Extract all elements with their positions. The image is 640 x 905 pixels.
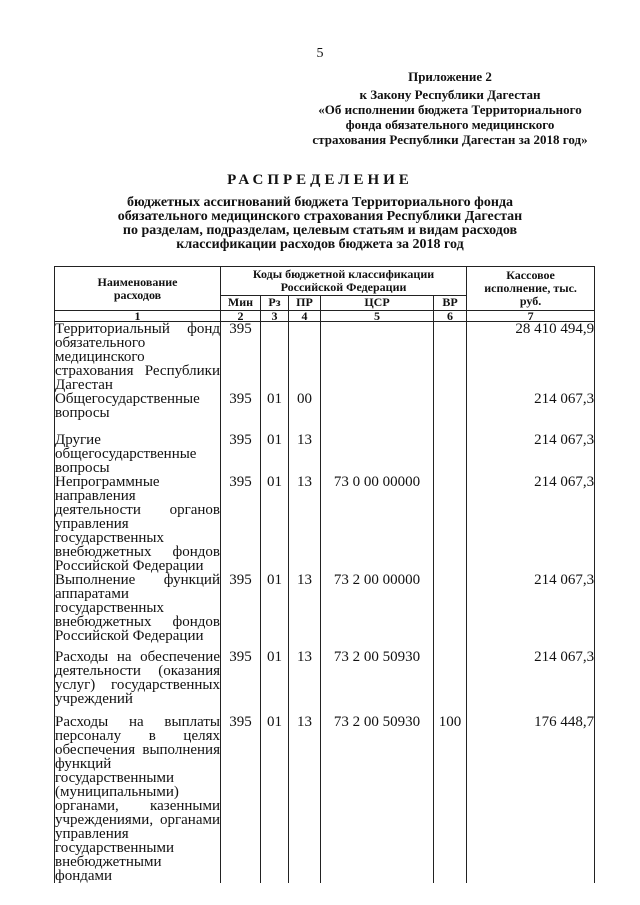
header-pr: ПР [289, 296, 321, 311]
table-row [55, 715, 595, 883]
row-pr: 13 [289, 475, 321, 573]
row-rz: 01 [261, 392, 289, 433]
table-row [55, 322, 595, 393]
row-min: 395 [221, 573, 261, 650]
row-rz: 01 [261, 433, 289, 475]
row-rz: 01 [261, 573, 289, 650]
row-csr [321, 433, 434, 475]
row-name: Расходы на выплаты персоналу в целях обеспечения выполнения функций государственными (муниципальными) органами, казенными учреждениями, органами управления государственными внебюджетными фондами [55, 714, 220, 884]
column-number-row [55, 311, 595, 322]
row-amount: 28 410 494,9 [467, 322, 595, 393]
appendix-line: к Закону Республики Дагестан [359, 87, 541, 102]
row-vr: 100 [434, 715, 467, 883]
row-amount: 214 067,3 [467, 392, 595, 433]
appendix-line: «Об исполнении бюджета Территориального [318, 102, 582, 117]
table-row [55, 650, 595, 715]
page-number: 5 [316, 46, 324, 61]
row-csr [321, 392, 434, 433]
table-row [55, 433, 595, 475]
appendix-block [300, 87, 600, 147]
row-amount: 214 067,3 [467, 573, 595, 650]
subheading-line: обязательного медицинского страхования Республики Дагестан [117, 209, 523, 224]
row-amount: 176 448,7 [467, 715, 595, 883]
row-csr: 73 0 00 00000 [321, 475, 434, 573]
row-name: Общегосударственные вопросы [55, 392, 221, 433]
row-pr: 00 [289, 392, 321, 433]
subheading-line: бюджетных ассигнований бюджета Территориального фонда [126, 195, 514, 210]
budget-table [54, 266, 595, 883]
header-name: Наименование расходов [55, 267, 221, 311]
row-vr [434, 650, 467, 715]
column-number: 6 [434, 311, 467, 322]
row-min: 395 [221, 650, 261, 715]
row-min: 395 [221, 475, 261, 573]
column-number: 7 [467, 311, 595, 322]
row-csr: 73 2 00 00000 [321, 573, 434, 650]
row-pr: 13 [289, 650, 321, 715]
row-pr: 13 [289, 715, 321, 883]
column-number: 3 [261, 311, 289, 322]
header-codes-group: Коды бюджетной классификации Российской Федерации [221, 267, 467, 296]
row-rz: 01 [261, 650, 289, 715]
row-name: Выполнение функций аппаратами государственных внебюджетных фондов Российской Федерации [55, 573, 221, 650]
row-amount: 214 067,3 [467, 433, 595, 475]
header-min: Мин [221, 296, 261, 311]
header-vr: ВР [434, 296, 467, 311]
subheading-line: классификации расходов бюджета за 2018 год [176, 237, 464, 252]
row-pr: 13 [289, 573, 321, 650]
row-vr [434, 433, 467, 475]
column-number: 2 [221, 311, 261, 322]
row-vr [434, 392, 467, 433]
row-min: 395 [221, 322, 261, 393]
row-amount: 214 067,3 [467, 475, 595, 573]
row-min: 395 [221, 715, 261, 883]
row-name: Расходы на обеспечение деятельности (оказания услуг) государственных учреждений [55, 650, 221, 715]
row-name: Непрограммные направления деятельности органов управления государственных внебюджетных фондов Российской Федерации [55, 474, 220, 574]
column-number: 1 [55, 311, 221, 322]
row-name: Другие общегосударственные вопросы [55, 433, 221, 475]
row-min: 395 [221, 392, 261, 433]
row-rz [261, 322, 289, 393]
table-row [55, 475, 595, 573]
row-min: 395 [221, 433, 261, 475]
header-rz: Рз [261, 296, 289, 311]
appendix-line: фонда обязательного медицинского [345, 117, 555, 132]
row-rz: 01 [261, 715, 289, 883]
column-number: 4 [289, 311, 321, 322]
row-csr [321, 322, 434, 393]
row-name: Территориальный фонд обязательного медицинского страхования Республики Дагестан [55, 321, 220, 393]
table-row [55, 573, 595, 650]
row-vr [434, 573, 467, 650]
column-number: 5 [321, 311, 434, 322]
row-amount: 214 067,3 [467, 650, 595, 715]
row-csr: 73 2 00 50930 [321, 650, 434, 715]
row-pr: 13 [289, 433, 321, 475]
document-subheading [70, 196, 570, 252]
row-vr [434, 475, 467, 573]
appendix-line: страхования Республики Дагестан за 2018 год» [312, 132, 588, 147]
row-vr [434, 322, 467, 393]
header-amount: Кассовое исполнение, тыс. руб. [467, 267, 595, 311]
row-rz: 01 [261, 475, 289, 573]
document-heading: РАСПРЕДЕЛЕНИЕ [227, 172, 413, 188]
row-pr [289, 322, 321, 393]
header-csr: ЦСР [321, 296, 434, 311]
row-csr: 73 2 00 50930 [321, 715, 434, 883]
table-row [55, 392, 595, 433]
subheading-line: по разделам, подразделам, целевым статьям и видам расходов [122, 223, 518, 238]
appendix-title: Приложение 2 [408, 69, 492, 84]
